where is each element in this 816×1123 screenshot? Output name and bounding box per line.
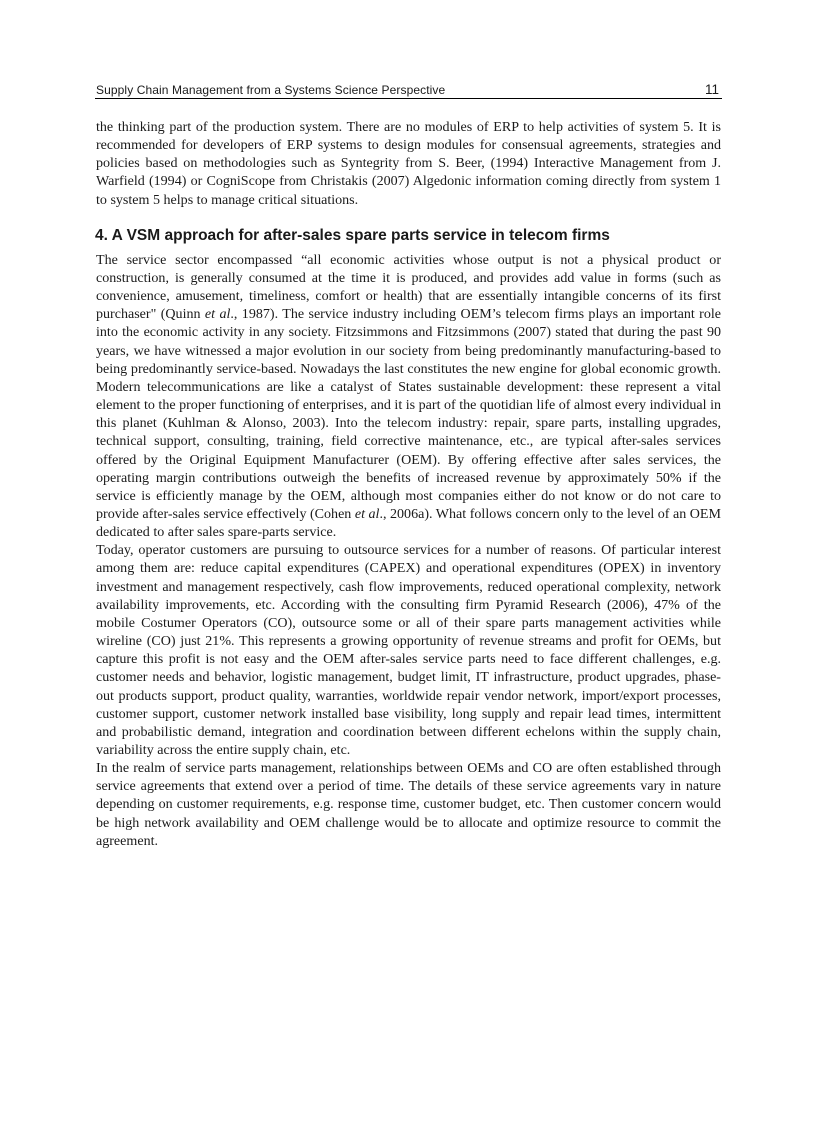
paragraph-text: ., 1987). The service industry including OEM’s telecom firms plays an important role into the economic activity in any society. Fitzsimmons and Fitzsimmons (2007) stated that during the past 90 years, we have witnessed a major evolution in our society from being predominantly manufacturing-based to being predominantly service-based. Nowadays the last constitutes the new engine for global economic growth. Modern telecommunications are like a catalyst of States sustainable development: these represent a vital element to the proper functioning of enterprises, and it is part of the quotidian life of almost every individual in this planet (Kuhlman & Alonso, 2003). Into the telecom industry: repair, spare parts, installing upgrades, technical support, consulting, training, field corrective maintenance, etc., are typical after-sales services offered by the Original Equipment Manufacturer (OEM). By offering effective after sales services, the operating margin contributions outweigh the benefits of increased revenue by approximately 50% if the service is efficiently manage by the OEM, although most companies either do not know or do not care to provide after-sales service effectively (Cohen: [96, 306, 721, 522]
citation-et-al: et al: [204, 306, 231, 323]
paragraph-continuation: the thinking part of the production system. There are no modules of ERP to help activities of system 5. It is recommended for developers of ERP systems to design modules for consensual agreements, strategies and policies based on methodologies such as Syntegrity from S. Beer, (1994) Interactive Management from J. Warfield (1994) or CogniScope from Christakis (2007) Algedonic information coming directly from system 1 to system 5 helps to manage critical situations.: [96, 119, 721, 208]
citation-et-al: et al: [354, 505, 380, 522]
page-number: 11: [704, 82, 719, 97]
paragraph-service-agreements: In the realm of service parts management, relationships between OEMs and CO are often established through service agreements that extend over a period of time. The details of these service agreements vary in nature depending on customer requirements, e.g. response time, customer budget, etc. Then customer concern would be high network availability and OEM challenge would be to allocate and optimize resource to commit the agreement.: [96, 760, 721, 849]
section-heading: 4. A VSM approach for after-sales spare parts service in telecom firms: [95, 226, 610, 244]
paragraph-service-sector: [96, 251, 721, 542]
paragraph-outsourcing: Today, operator customers are pursuing to outsource services for a number of reasons. Of particular interest among them are: reduce capital expenditures (CAPEX) and operational expenditures (OPEX) in inventory investment and management respectively, cash flow improvements, reduced operational complexity, network availability improvements, etc. According with the consulting firm Pyramid Research (2006), 47% of the mobile Costumer Operators (CO), outsource some or all of their spare parts management activities while wireline (CO) just 21%. This represents a growing opportunity of revenue streams and profit for OEMs, but capture this profit is not easy and the OEM after-sales service parts need to face different challenges, e.g. customer needs and behavior, logistic management, budget limit, IT infrastructure, product upgrades, phase-out products support, product quality, warranties, worldwide repair vendor network, import/export processes, customer support, customer network installed base visibility, long supply and repair lead times, intermittent and probabilistic demand, integration and coordination between different echelons within the supply chain, variability across the entire supply chain, etc.: [96, 542, 721, 758]
page-header: [95, 80, 722, 99]
paragraph-text: ., 2006a). What follows concern only to the level of an OEM dedicated to after sales spare-parts service.: [96, 505, 721, 541]
running-title: Supply Chain Management from a Systems Science Perspective: [96, 83, 446, 97]
paragraph-text: The service sector encompassed “all economic activities whose output is not a physical product or construction, is generally consumed at the time it is produced, and provides add value in forms (such as convenience, amusement, timeliness, comfort or health) that are essentially intangible concerns of its first purchaser" (Quinn: [96, 251, 721, 323]
page-body: [96, 118, 721, 850]
